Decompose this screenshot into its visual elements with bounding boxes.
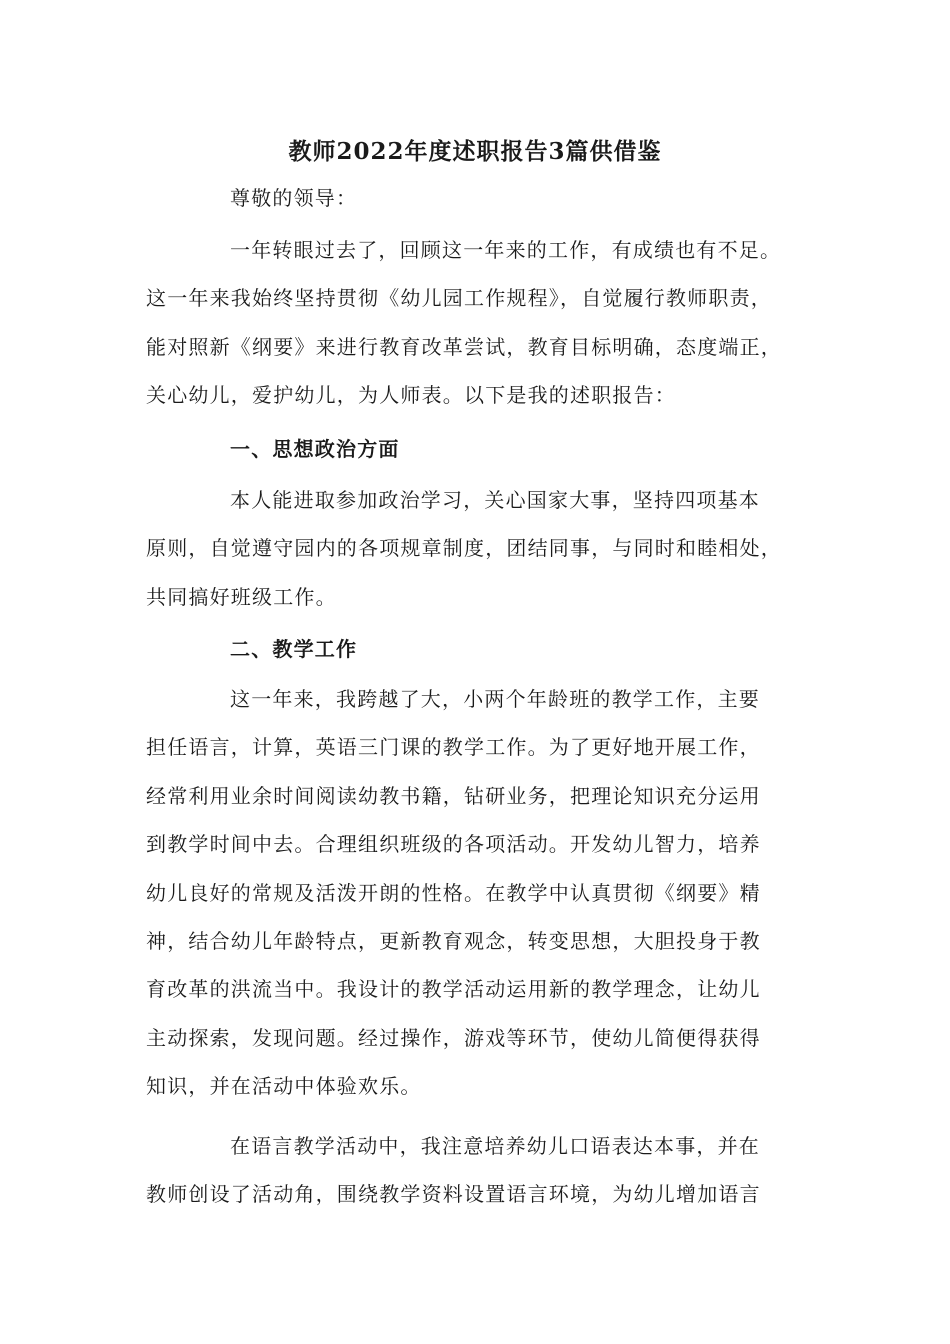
section2-line: 在语言教学活动中，我注意培养幼儿口语表达本事，并在 [230, 1134, 760, 1158]
section2-line: 神，结合幼儿年龄特点，更新教育观念，转变思想，大胆投身于教 [146, 928, 761, 953]
section2-heading: 二、教学工作 [230, 637, 358, 661]
section1-heading-block [146, 425, 816, 473]
intro-line: 关心幼儿，爱护幼儿，为人师表。以下是我的述职报告： [146, 383, 676, 408]
intro-line: 能对照新《纲要》来进行教育改革尝试，教育目标明确，态度端正， [146, 334, 782, 359]
section2-line: 担任语言，计算，英语三门课的教学工作。为了更好地开展工作， [146, 735, 761, 760]
section2-line: 教师创设了活动角，围绕教学资料设置语言环境，为幼儿增加语言 [146, 1182, 761, 1207]
section1-paragraph [146, 476, 816, 621]
section2-line: 到教学时间中去。合理组织班级的各项活动。开发幼儿智力，培养 [146, 832, 761, 857]
section1-line: 共同搞好班级工作。 [146, 584, 337, 609]
section1-heading: 一、思想政治方面 [230, 437, 400, 461]
section1-line: 原则，自觉遵守园内的各项规章制度，团结同事，与同时和睦相处， [146, 536, 782, 561]
intro-paragraph [146, 226, 816, 420]
section1-line: 本人能进取参加政治学习，关心国家大事，坚持四项基本 [230, 488, 760, 512]
section2-line: 育改革的洪流当中。我设计的教学活动运用新的教学理念，让幼儿 [146, 977, 761, 1002]
section2-line: 主动探索，发现问题。经过操作，游戏等环节，使幼儿简便得获得 [146, 1025, 761, 1050]
section2-heading-block [146, 625, 816, 673]
intro-line: 一年转眼过去了，回顾这一年来的工作，有成绩也有不足。 [230, 238, 782, 262]
section2-line: 这一年来，我跨越了大，小两个年龄班的教学工作，主要 [230, 687, 760, 711]
intro-line: 这一年来我始终坚持贯彻《幼儿园工作规程》，自觉履行教师职责， [146, 286, 772, 311]
salutation-line: 尊敬的领导： [230, 186, 358, 210]
salutation [146, 174, 816, 222]
section2-line: 幼儿良好的常规及活泼开朗的性格。在教学中认真贯彻《纲要》精 [146, 880, 761, 905]
section2-line: 知识，并在活动中体验欢乐。 [146, 1074, 422, 1099]
section2-paragraph-1 [146, 675, 816, 1111]
section2-paragraph-2 [146, 1122, 816, 1219]
section2-line: 经常利用业余时间阅读幼教书籍，钻研业务，把理论知识充分运用 [146, 783, 761, 808]
document-title: 教师2022年度述职报告3篇供借鉴 [288, 138, 662, 165]
